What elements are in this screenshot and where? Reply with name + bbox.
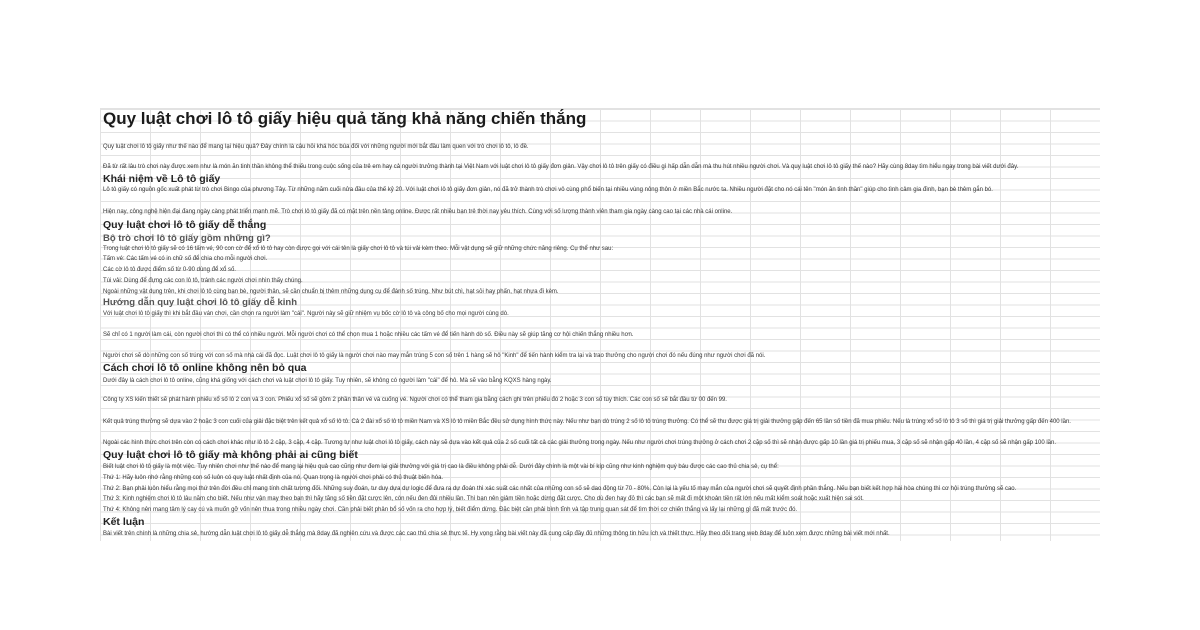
online-paragraph-3: Kết quả trúng thưởng sẽ dựa vào 2 hoặc 3 con cuối của giải đặc biệt trên kết quả xổ số lô tô. Cả 2 đài xổ số lô tô miền Nam và XS lô tô miền Bắc đều sử dụng hình thức này. Nếu như bạn dò trúng 2 số lô tô trúng thưởng. Có thể sẽ thu được giá trị giải thưởng gấp đến 65 lần số tiền đã mua phiếu. Nếu là trúng xổ số lô tô 3 số thì giá trị giải thưởng gấp đến 400 lần. (103, 419, 1071, 425)
concept-paragraph-1: Lô tô giấy có nguồn gốc xuất phát từ trò chơi Bingo của phương Tây. Từ những năm cuối nửa đầu của thế kỷ 20. Với luật chơi lô tô giấy đơn giản, nó đã trở thành trò chơi vô cùng phổ biến tại nhiều vùng nông thôn ở miền Bắc nước ta. Nhiều người đặt cho nó cái tên "món ăn tinh thần" giúp cho tình cảm gia đình, bạn bè thêm gắn bó. (103, 187, 993, 193)
set-paragraph-2: Tấm vé: Các tấm vé có in chữ số để chia cho mỗi người chơi. (103, 256, 268, 262)
online-paragraph-1: Dưới đây là cách chơi lô tô online, cũng khá giống với cách chơi và luật chơi lô tô giấy. Tuy nhiên, sẽ không có người làm "cái" để hô. Mà sẽ vào bằng KQXS hàng ngày. (103, 378, 552, 384)
online-paragraph-2: Công ty XS kiến thiết sẽ phát hành phiếu xổ số lô 2 con và 3 con. Phiếu xổ số sẽ gồm 2 phần thân vé và cuống vé. Người chơi có thể tham gia bằng cách ghi trên phiếu đó 2 hoặc 3 con số tùy thích. Các con số sẽ bắt đầu từ 00 đến 99. (103, 397, 727, 403)
intro-paragraph-2: Đã từ rất lâu trò chơi này được xem như là món ăn tinh thần không thể thiếu trong cuộc sống của trẻ em hay cả người trưởng thành tại Việt Nam với luật chơi lô tô giấy đơn giản. Vậy chơi lô tô trên giấy có điều gì hấp dẫn dẫn mà thu hút nhiều người chơi. Và quy luật chơi lô tô giấy thế nào? Hãy cùng 8day tìm hiểu ngay trong bài viết dưới đây. (103, 164, 1019, 170)
heading-easy-win: Quy luật chơi lô tô giấy dễ thắng (103, 219, 267, 231)
tips-paragraph-5: Thứ 4: Không nên mang tâm lý cay cú và muốn gỡ vốn nên thua trong nhiều ngày chơi. Cần phải biết phân bổ số vốn ra cho hợp lý, biết điểm dừng. Đặc biệt cần phải bình tĩnh và tập trung quan sát để tìm thời cơ chiến thắng và lấy lại những gì đã mất trước đó. (103, 507, 798, 513)
heading-tips: Quy luật chơi lô tô giấy mà không phải ai cũng biết (103, 449, 358, 461)
conclusion-paragraph: Bài viết trên chính là những chia sẻ, hướng dẫn luật chơi lô tô giấy dễ thắng mà 8day đã nghiên cứu và được các cao thủ chia sẻ thực tế. Hy vọng rằng bài viết này đã cung cấp đầy đủ những thông tin hữu ích và thiết thực. Hãy theo dõi trang web 8day để luôn xem được những bài viết mới nhất. (103, 531, 890, 537)
intro-paragraph-1: Quy luật chơi lô tô giấy như thế nào để mang lại hiệu quả? Đây chính là câu hỏi khá hóc búa đối với những người mới bắt đầu làm quen với trò chơi lô tô, lô đề. (103, 144, 529, 150)
set-paragraph-5: Ngoài những vật dụng trên, khi chơi lô tô cùng bạn bè, người thân, sẽ cần chuẩn bị thêm những dụng cụ để đánh số trúng. Như bút chì, hạt sỏi hay phấn, hạt nhựa đi kèm. (103, 289, 559, 295)
set-paragraph-3: Các cờ lô tô được điểm số từ 0-90 dùng để xổ số. (103, 267, 236, 273)
set-paragraph-4: Túi vải: Dùng để đựng các con lô tô, tránh các người chơi nhìn thấy chúng. (103, 278, 303, 284)
tips-paragraph-1: Biết luật chơi lô tô giấy là một việc. Tuy nhiên chơi như thế nào để mang lại hiệu quả cao cũng như đem lại giải thưởng với giá trị cao là điều không phải dễ. Dưới đây chính là một vài bí kíp cũng như kinh nghiệm quý báu được các cao thủ chia sẻ, cụ thể: (103, 464, 779, 470)
heading-guide: Hướng dẫn quy luật chơi lô tô giấy dễ kinh (103, 297, 298, 308)
page-title: Quy luật chơi lô tô giấy hiệu quả tăng khả năng chiến thắng (103, 109, 587, 128)
online-paragraph-4: Ngoài các hình thức chơi trên còn có cách chơi khác như lô tô 2 cặp, 3 cặp, 4 cặp. Tương tự như luật chơi lô tô giấy, cách này sẽ dựa vào kết quả của 2 số cuối tất cả các giải thưởng trong ngày. Nếu như người chơi trúng thưởng ở cách chơi 2 cặp số thì sẽ nhận được gấp 10 lần giá trị phiếu mua, 3 cặp số sẽ nhận gấp 40 lần, 4 cặp số sẽ nhận gấp 100 lần. (103, 440, 1057, 446)
heading-concept: Khái niệm về Lô tô giấy (103, 173, 221, 185)
guide-paragraph-3: Người chơi sẽ dò những con số trúng với con số mà nhà cái đã đọc. Luật chơi lô tô giấy là người chơi nào may mắn trúng 5 con số trên 1 hàng sẽ hô "Kinh" để tiến hành kiểm tra lại và trao thưởng cho người chơi đó nếu đúng như người chơi đã nói. (103, 353, 766, 359)
guide-paragraph-2: Sẽ chỉ có 1 người làm cái, còn người chơi thì có thể có nhiều người. Mỗi người chơi có thể chọn mua 1 hoặc nhiều các tấm vé để tiến hành dò số. Điều này sẽ giúp tăng cơ hội chiến thắng nhiều hơn. (103, 332, 634, 338)
guide-paragraph-1: Với luật chơi lô tô giấy thì khi bắt đầu ván chơi, cần chọn ra người làm "cái". Người này sẽ giữ nhiệm vụ bốc cờ lô tô và công bố cho mọi người cùng dò. (103, 311, 509, 317)
heading-game-set: Bộ trò chơi lô tô giấy gồm những gì? (103, 233, 271, 244)
tips-paragraph-2: Thứ 1: Hãy luôn nhớ rằng những con số luôn có quy luật nhất định của nó. Quan trọng là người chơi phải có thủ thuật biến hóa. (103, 475, 444, 481)
tips-paragraph-3: Thứ 2: Bạn phải luôn hiểu rằng mọi thứ trên đời đều chỉ mang tính chất tương đối. Những suy đoán, tư duy dựa dự logic để đưa ra dự đoán thì xác suất các nhất của những con số sẽ dao động từ 70 - 80%. Còn lại là yếu tố may mắn của người chơi sẽ quyết định phần thắng. Nếu bạn biết kết hợp hài hòa chúng thì cơ hội trúng thưởng sẽ cao. (103, 486, 1017, 492)
spreadsheet-grid (100, 108, 1100, 541)
set-paragraph-1: Trong luật chơi lô tô giấy sẽ có 16 tấm vé, 90 con cờ để xổ lô tô hay còn được gọi với cái tên là giấy chơi lô tô và túi vải kèm theo. Mỗi vật dụng sẽ giữ những chức năng riêng. Cụ thể như sau: (103, 246, 614, 252)
tips-paragraph-4: Thứ 3: Kinh nghiệm chơi lô tô lâu năm cho biết. Nếu như vận may theo bạn thì hãy tăng số tiền đặt cược lên, còn nếu đen đủi nhiều lần. Thì bạn nên giảm tiền hoặc dừng đặt cược. Cho dù đen hay đỏ thì các bạn sẽ mất đi một khoản tiền rất lớn nếu mất kiểm soát hoặc xuất hiện sai sót. (103, 496, 864, 502)
heading-conclusion: Kết luận (103, 516, 145, 528)
concept-paragraph-2: Hiện nay, công nghệ hiện đại đang ngày càng phát triển mạnh mẽ. Trò chơi lô tô giấy đã có mặt trên nền tảng online. Được rất nhiều bạn trẻ thời nay yêu thích. Cùng với số lượng thành viên tham gia ngày càng cao tại các nhà cái online. (103, 209, 733, 215)
heading-online: Cách chơi lô tô online không nên bỏ qua (103, 362, 307, 374)
